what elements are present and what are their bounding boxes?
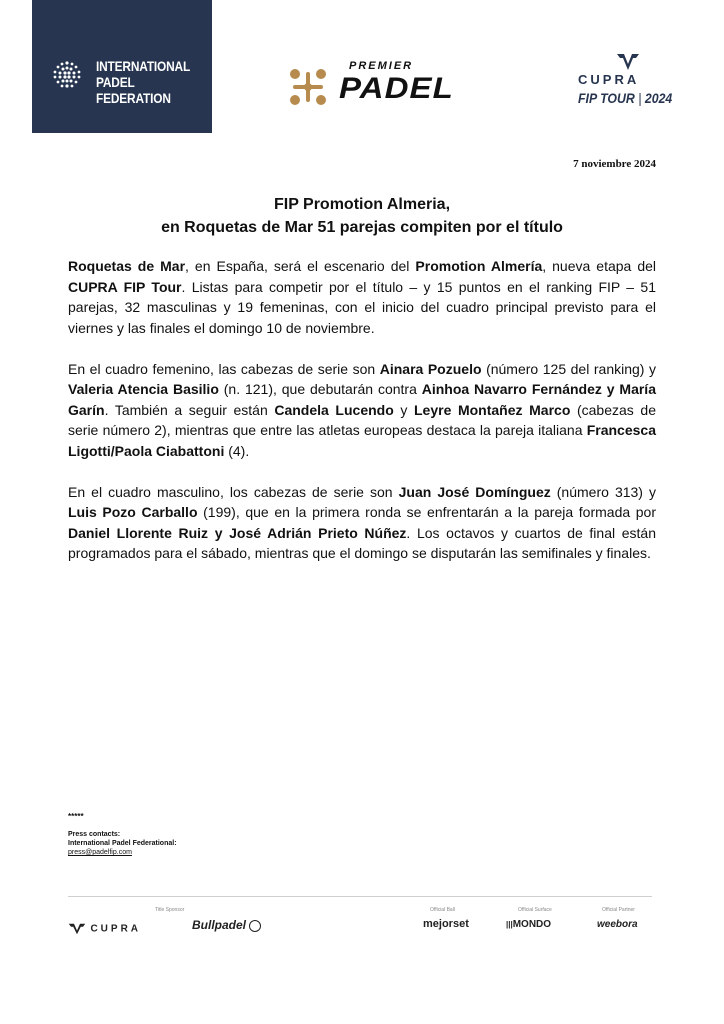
bold-text: Francesca Ligotti/Paola Ciabattoni [68,422,656,459]
bold-text: Candela Lucendo [274,401,394,418]
paragraph-2 [68,359,656,462]
ifp-logo-text [96,58,190,106]
cupra-fip-tour-logo [576,52,680,112]
sponsor-cupra-text: CUPRA [90,923,142,935]
sponsor-mondo-text: MONDO [512,919,552,930]
headline-line1: FIP Promotion Almeria, [273,196,451,213]
ifp-logo-line1: INTERNATIONAL [96,58,191,74]
premier-padel-big-text: PADEL [339,72,454,105]
text: (4). [224,442,250,459]
sponsor-bullpadel-text: Bullpadel [192,918,247,932]
fip-tour-divider: | [638,90,642,106]
bold-text: Roquetas de Mar [68,258,186,274]
text: En el cuadro masculino, los cabezas de serie son [68,483,399,500]
paragraph-3 [68,482,656,564]
text: (número 313) y [550,483,656,500]
bold-text: Juan José Domínguez [398,483,551,500]
cupra-emblem-icon [616,52,640,72]
footer-label-title-sponsor: Title Sponsor [155,907,185,913]
fip-tour-year: 2024 [644,90,673,106]
text: . Los octavos y cuartos de final están programados para el sábado, mientras que el domingo se disputarán las semifinales y finales. [68,524,656,561]
ifp-logo-line3: FEDERATION [96,90,171,106]
sponsor-cupra-logo [68,920,141,938]
sponsor-weebora-logo: weebora [597,919,638,930]
text: (número 125 del ranking) y [481,360,656,377]
bold-text: Ainhoa Navarro Fernández y María Garín [68,381,656,418]
text: , nueva etapa del [542,258,657,274]
padel-ball-icon [52,60,82,90]
sponsor-mejorset-logo: mejorset [423,918,469,930]
sponsor-mondo-logo [506,919,551,930]
ifp-logo-line2: PADEL [96,74,135,90]
fip-tour-label [578,90,672,106]
paragraph-1 [68,256,656,338]
bold-text: Ainara Pozuelo [379,360,482,377]
bold-text: Valeria Atencia Basilio [68,381,219,397]
separator-stars: ***** [68,812,84,821]
headline-line2: en Roquetas de Mar 51 parejas compiten por el título [161,219,563,236]
text: y [393,401,414,418]
text: (199), que en la primera ronda se enfrentarán a la pareja formada por [197,504,657,520]
footer-divider [68,896,652,897]
press-contacts [68,830,177,857]
cupra-emblem-icon [68,923,86,935]
article-body [68,256,656,584]
footer-label-official-ball: Official Ball [430,907,455,913]
fip-tour-text: FIP TOUR [578,90,635,106]
bold-text: Leyre Montañez Marco [414,401,571,418]
text: . También a seguir están [104,401,275,418]
text: (n. 121), que debutarán contra [218,381,422,397]
mondo-mark-icon: ||| [506,920,513,929]
premier-padel-small-text: PREMIER [349,60,414,72]
text: En el cuadro femenino, las cabezas de serie son [68,360,380,377]
press-release-date: 7 noviembre 2024 [573,158,656,170]
bullpadel-circle-icon [249,920,261,932]
premier-padel-star-icon [285,64,331,110]
premier-padel-logo [285,60,485,110]
bold-text: Luis Pozo Carballo [68,504,198,520]
text: . Listas para competir por el título – y 15 puntos en el ranking FIP – 51 parejas, 32 masculinas y 19 femeninas, con el inicio del cuadro principal previsto para el viernes y las finales el domingo 10 de noviembre. [68,278,656,336]
sponsor-bullpadel-logo [192,918,261,932]
bold-text: CUPRA FIP Tour [68,278,182,295]
bold-text: Promotion Almería [415,258,543,274]
press-email-link[interactable]: press@padelfip.com [68,849,132,856]
press-contacts-label: Press contacts: [68,831,121,838]
bold-text: Daniel Llorente Ruiz y José Adrián Prieto Núñez [68,524,407,541]
text: , en España, será el escenario del [185,258,416,274]
cupra-wordmark: CUPRA [578,72,640,87]
footer-label-official-partner: Official Partner [602,907,635,913]
press-contacts-org: International Padel Federational: [68,840,177,847]
ifp-logo-block [32,0,212,133]
text: (cabezas de serie número 2), mientras que entre las atletas europeas destaca la pareja italiana [68,401,656,438]
footer-label-official-surface: Official Surface [518,907,552,913]
